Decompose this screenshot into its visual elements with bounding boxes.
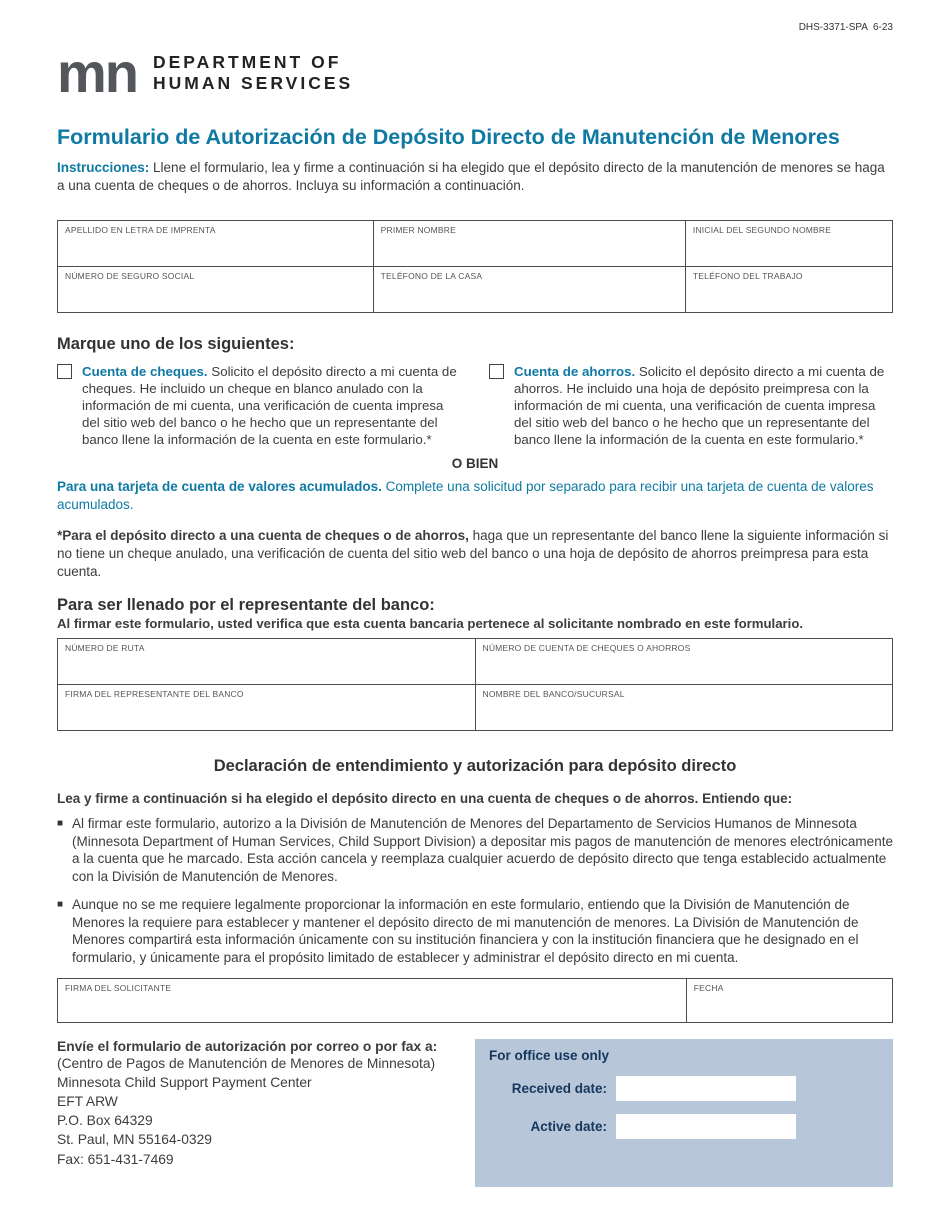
instructions [57,159,893,195]
field-home-phone[interactable] [373,267,685,313]
signature-table [57,978,893,1023]
field-account-number[interactable] [475,639,893,685]
or-divider: O BIEN [451,456,499,472]
field-applicant-signature[interactable] [58,978,687,1022]
send-line-5: St. Paul, MN 55164-0329 [57,1132,212,1148]
asterisk-label: *Para el depósito directo a una cuenta de cheques o de ahorros, [57,528,469,544]
field-label: TELÉFONO DEL TRABAJO [692,271,803,282]
field-label: FIRMA DEL SOLICITANTE [65,982,172,993]
asterisk-note [57,527,893,581]
bank-info-table [57,638,893,731]
field-label: INICIAL DEL SEGUNDO NOMBRE [692,225,832,236]
field-routing-number[interactable] [58,639,476,685]
active-date-row [489,1114,879,1139]
mailing-info [57,1039,475,1169]
bullet-icon: ■ [57,899,64,911]
field-label: PRIMER NOMBRE [380,225,456,236]
field-label: APELLIDO EN LETRA DE IMPRENTA [65,225,216,236]
send-line-4: P.O. Box 64329 [57,1113,153,1129]
received-date-row [489,1076,879,1101]
declaration-bullet-1 [57,815,893,885]
department-line2: HUMAN SERVICES [153,73,354,93]
option-savings [489,363,893,448]
declaration-bullet-2 [57,896,893,966]
footer [57,1039,893,1187]
field-label: NÚMERO DE RUTA [65,643,145,654]
bullet-text: Aunque no se me requiere legalmente proporcionar la información en este formulario, entiendo que la División de Manutención de Menores la requiere para establecer y mantener el depósito directo de mi manutención de menores. La División de Manutención de Menores compartirá esta información únicamente con su institución financiera y con la institución financiera que he designado en el formulario, y únicamente para el propósito limitado de establecer y administrar el depósito directo en mi cuenta. [72,897,859,966]
bullet-icon: ■ [57,818,64,830]
department-name [153,52,353,94]
office-use-heading: For office use only [489,1047,610,1063]
received-date-input[interactable] [616,1076,796,1101]
checking-text: Solicito el depósito directo a mi cuenta de cheques. He incluido un cheque en blanco anulado con la información de mi cuenta, una verificación de cuenta impresa del sitio web del banco o he hecho que un representante del banco llene la información de la cuenta en este formulario.* [82,364,457,448]
send-line-3: EFT ARW [57,1093,118,1109]
instructions-label: Instrucciones: [57,159,150,175]
field-middle-initial[interactable] [685,221,892,267]
savings-text: Solicito el depósito directo a mi cuenta de ahorros. He incluido una hoja de depósito preimpresa con la información de mi cuenta, una verificación de cuenta impresa del sitio web del banco o he hecho que un representante del banco llene la información de la cuenta en este formulario.* [514,364,885,448]
send-line-1: (Centro de Pagos de Manutención de Menores de Minnesota) [57,1055,436,1071]
field-bank-name[interactable] [475,685,893,731]
send-heading: Envíe el formulario de autorización por correo o por fax a: [57,1038,438,1054]
field-date[interactable] [686,978,892,1022]
form-number: DHS-3371-SPA 6-23 [798,22,893,33]
bank-section-subheading: Al firmar este formulario, usted verifica que esta cuenta bancaria pertenece al solicitante nombrado en este formulario. [57,616,804,632]
asterisk-text: haga que un representante del banco llene la siguiente información si no tiene un cheque anulado, una verificación de cuenta del sitio web del banco o una hoja de depósito de ahorros preimpresa para esta cuenta. [57,528,889,580]
checking-checkbox[interactable] [57,364,72,379]
field-ssn[interactable] [58,267,374,313]
field-label: NÚMERO DE SEGURO SOCIAL [65,271,195,282]
field-label: TELÉFONO DE LA CASA [380,271,483,282]
applicant-info-table [57,220,893,313]
option-checking [57,363,461,448]
savings-checkbox[interactable] [489,364,504,379]
savings-label: Cuenta de ahorros. [514,364,636,380]
field-label: NOMBRE DEL BANCO/SUCURSAL [482,689,625,700]
field-bank-rep-signature[interactable] [58,685,476,731]
stored-value-text: Complete una solicitud por separado para recibir una tarjeta de cuenta de valores acumulados. [57,479,874,513]
send-line-6: Fax: 651-431-7469 [57,1151,174,1167]
department-line1: DEPARTMENT OF [153,52,342,72]
choose-heading: Marque uno de los siguientes: [57,335,295,354]
checking-label: Cuenta de cheques. [82,364,208,380]
stored-value-note [57,478,893,514]
field-last-name[interactable] [58,221,374,267]
stored-value-label: Para una tarjeta de cuenta de valores acumulados. [57,479,382,495]
declaration-heading: Declaración de entendimiento y autorización para depósito directo [213,757,737,776]
declaration-bullets [57,815,893,966]
field-work-phone[interactable] [685,267,892,313]
office-use-box [475,1039,893,1187]
active-date-label: Active date: [530,1118,607,1134]
header [57,41,893,104]
active-date-input[interactable] [616,1114,796,1139]
field-first-name[interactable] [373,221,685,267]
mn-logo-icon: mn [57,41,137,104]
field-label: NÚMERO DE CUENTA DE CHEQUES O AHORROS [482,643,691,654]
field-label: FECHA [693,982,724,993]
instructions-text: Llene el formulario, lea y firme a continuación si ha elegido que el depósito directo de la manutención de menores se haga a una cuenta de cheques o de ahorros. Incluya su información a continuación. [57,159,885,193]
field-label: FIRMA DEL REPRESENTANTE DEL BANCO [65,689,244,700]
bank-section-heading: Para ser llenado por el representante del banco: [57,596,435,615]
page-title: Formulario de Autorización de Depósito Directo de Manutención de Menores [57,125,840,149]
received-date-label: Received date: [511,1080,607,1096]
send-line-2: Minnesota Child Support Payment Center [57,1074,312,1090]
bullet-text: Al firmar este formulario, autorizo a la División de Manutención de Menores del Departamento de Servicios Humanos de Minnesota (Minnesota Department of Human Services, Child Support Division) a depositar mis pagos de manutención de menores electrónicamente a la cuenta que he marcado. Esta acción cancela y reemplaza cualquier acuerdo de depósito directo que tenga establecido actualmente con la División de Manutención de Menores. [72,816,893,884]
declaration-intro: Lea y firme a continuación si ha elegido el depósito directo en una cuenta de cheques o de ahorros. Entiendo que: [57,791,793,807]
account-options [57,363,893,448]
